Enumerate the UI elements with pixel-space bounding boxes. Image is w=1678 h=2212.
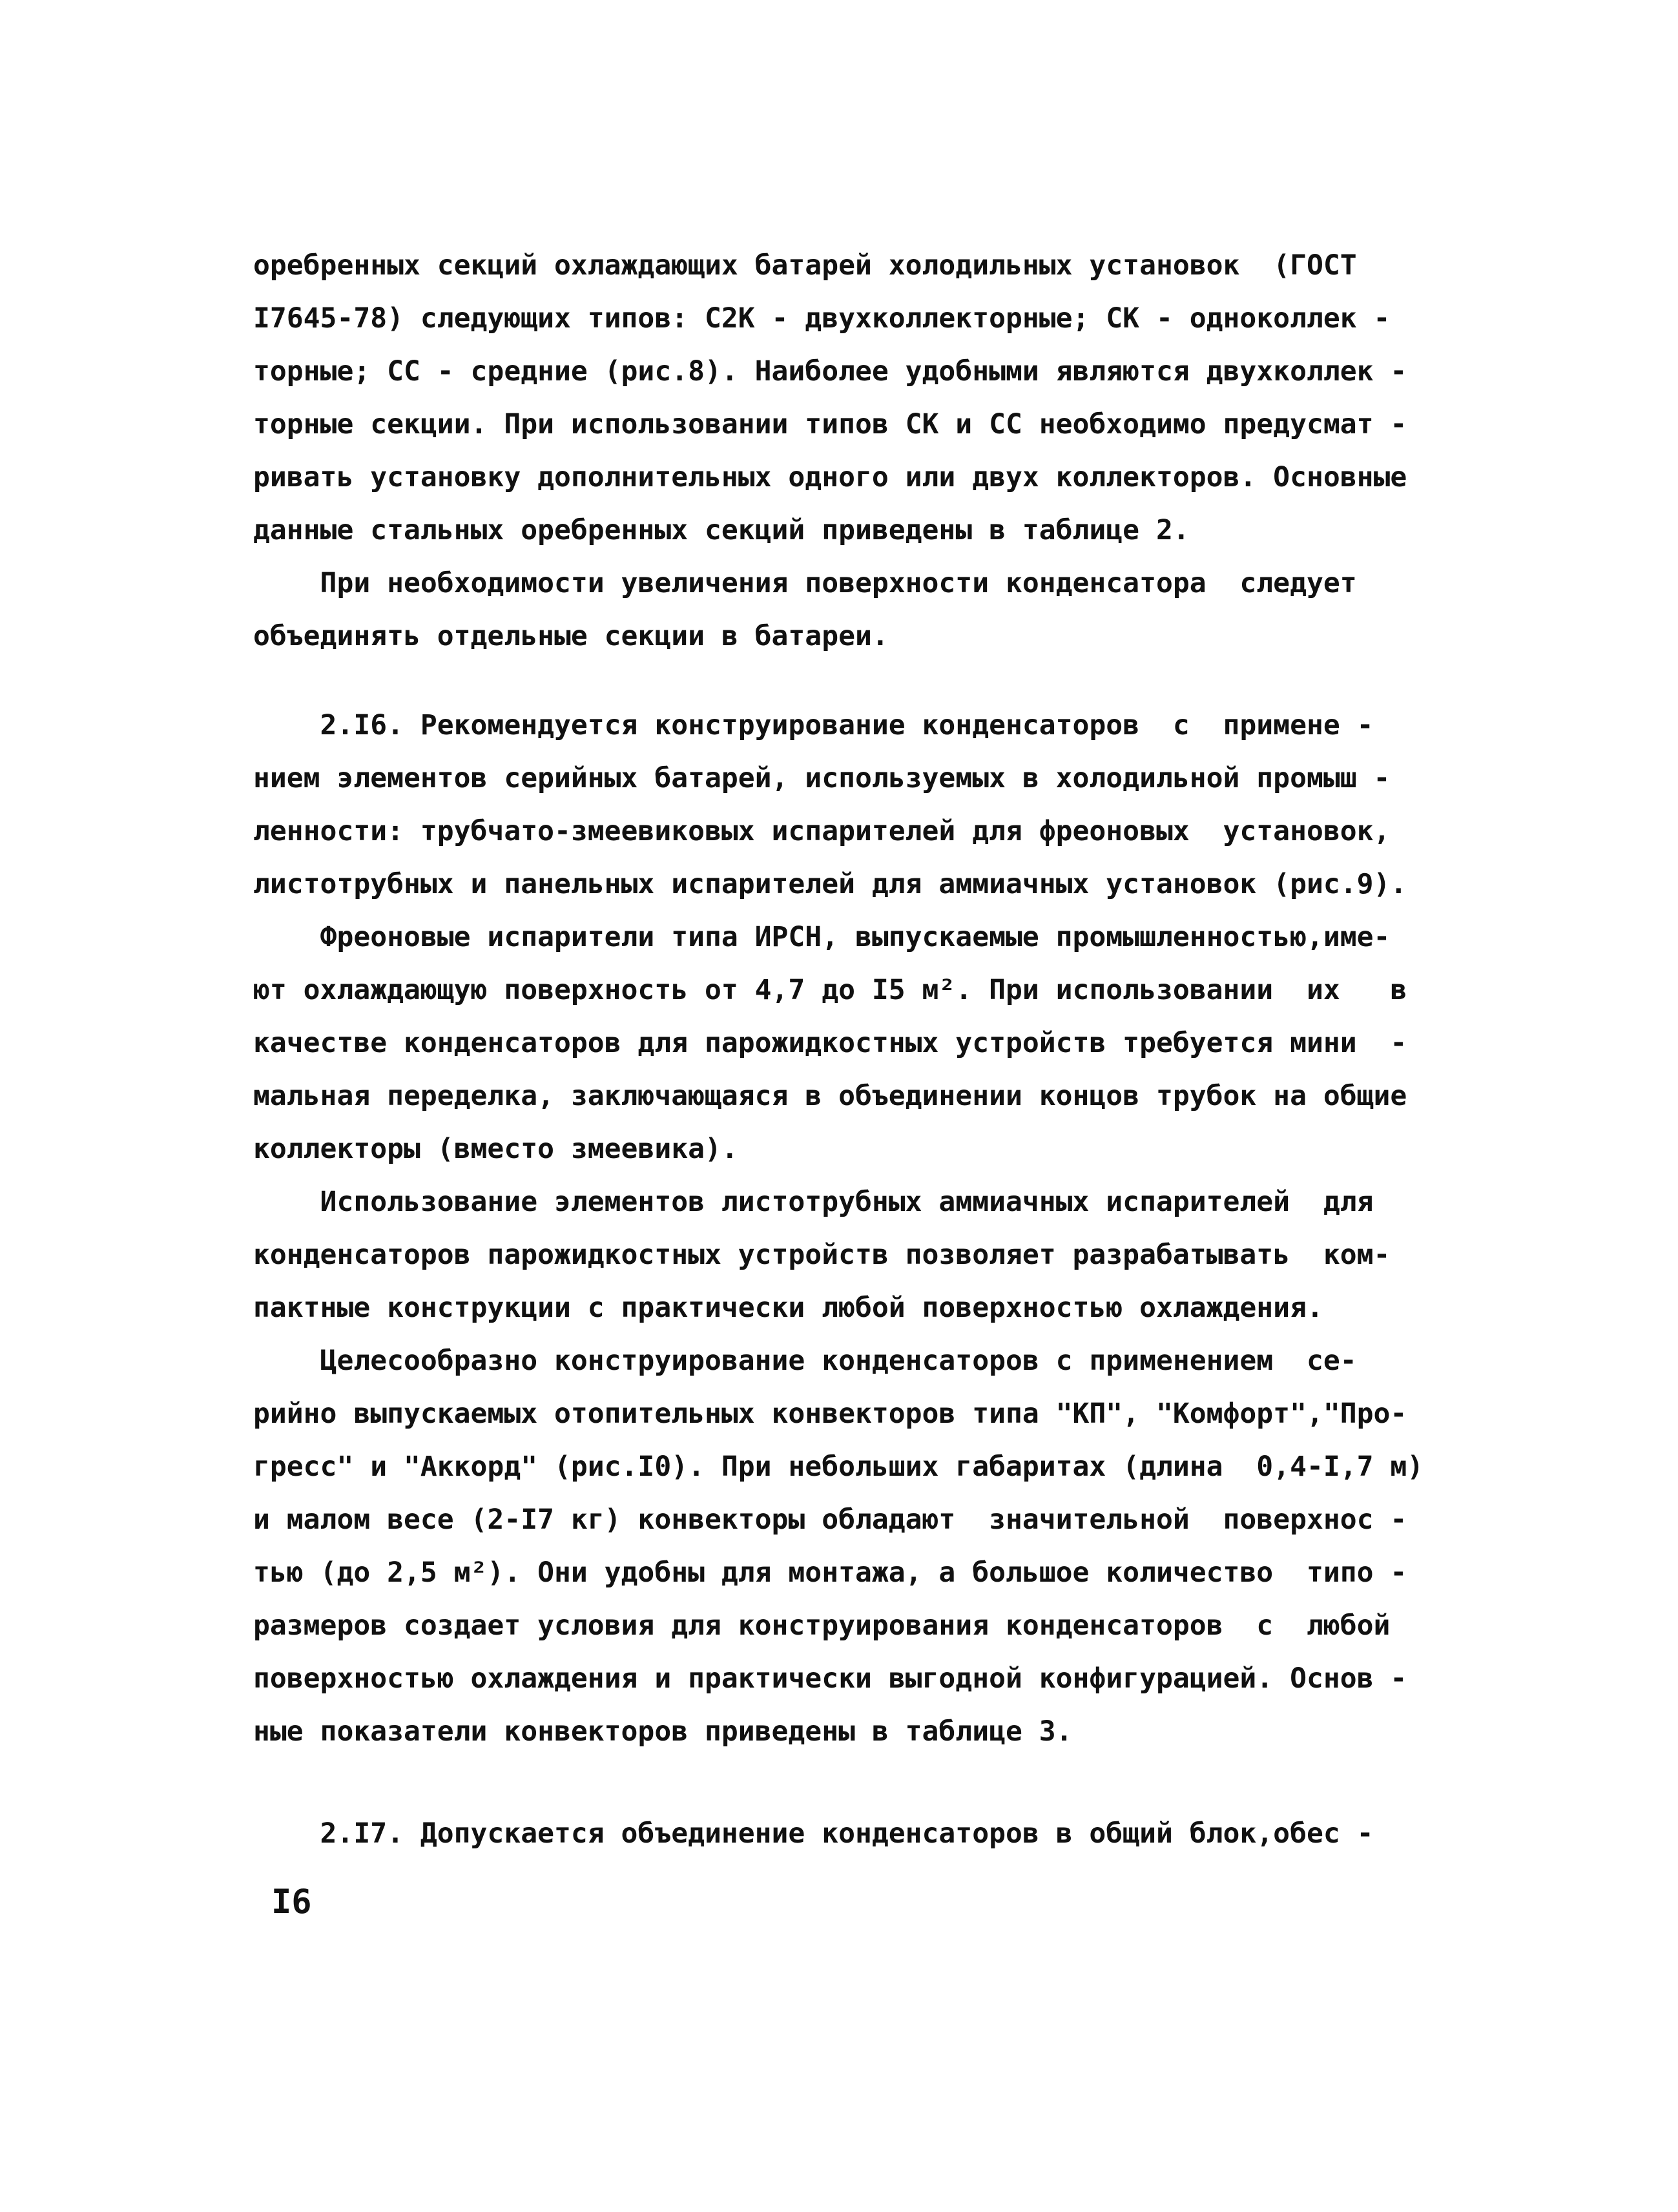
text-line: поверхностью охлаждения и практически выгодной конфигурацией. Основ - (253, 1662, 1407, 1695)
text-line: рийно выпускаемых отопительных конвекторов типа "КП", "Комфорт","Про- (253, 1398, 1407, 1430)
text-line: данные стальных оребренных секций приведены в таблице 2. (253, 514, 1190, 546)
paragraph-gap (253, 1758, 1409, 1807)
text-line: конденсаторов парожидкостных устройств позволяет разрабатывать ком- (253, 1239, 1391, 1271)
text-line: Целесообразно конструирование конденсаторов с применением се- (253, 1345, 1357, 1377)
text-line: объединять отдельные секции в батареи. (253, 620, 889, 652)
text-line: ные показатели конвекторов приведены в таблице 3. (253, 1715, 1073, 1748)
page-number: I6 (271, 1883, 312, 1921)
text-line: и малом весе (2-I7 кг) конвекторы обладают значительной поверхнос - (253, 1504, 1407, 1536)
text-line: ленности: трубчато-змеевиковых испарителей для фреоновых установок, (253, 815, 1391, 847)
text-line: 2.I7. Допускается объединение конденсаторов в общий блок,обес - (253, 1817, 1374, 1850)
text-line: пактные конструкции с практически любой поверхностью охлаждения. (253, 1292, 1323, 1324)
body-text (253, 239, 1424, 1860)
text-line: Использование элементов листотрубных аммиачных испарителей для (253, 1186, 1374, 1218)
text-line: тью (до 2,5 м²). Они удобны для монтажа, а большое количество типо - (253, 1556, 1407, 1589)
text-line: нием элементов серийных батарей, используемых в холодильной промыш - (253, 762, 1391, 794)
text-line: торные; СС - средние (рис.8). Наиболее удобными являются двухколлек - (253, 355, 1407, 388)
text-line: ривать установку дополнительных одного или двух коллекторов. Основные (253, 461, 1407, 493)
text-line: гресс" и "Аккорд" (рис.I0). При небольших габаритах (длина 0,4-I,7 м) (253, 1451, 1424, 1483)
paragraph-gap (253, 663, 1409, 699)
text-line: коллекторы (вместо змеевика). (253, 1133, 738, 1165)
text-line: оребренных секций охлаждающих батарей холодильных установок (ГОСТ (253, 249, 1357, 282)
text-line: торные секции. При использовании типов СК и СС необходимо предусмат - (253, 408, 1407, 440)
text-line: мальная переделка, заключающаяся в объединении концов трубок на общие (253, 1080, 1407, 1112)
text-line: качестве конденсаторов для парожидкостных устройств требуется мини - (253, 1027, 1407, 1059)
text-line: I7645-78) следующих типов: С2К - двухколлекторные; СК - одноколлек - (253, 302, 1391, 335)
text-line: ют охлаждающую поверхность от 4,7 до I5 м². При использовании их в (253, 974, 1407, 1006)
text-line: Фреоновые испарители типа ИРСН, выпускаемые промышленностью,име- (253, 921, 1391, 953)
text-line: листотрубных и панельных испарителей для аммиачных установок (рис.9). (253, 868, 1407, 900)
text-line: 2.I6. Рекомендуется конструирование конденсаторов с примене - (253, 709, 1374, 741)
text-line: размеров создает условия для конструирования конденсаторов с любой (253, 1609, 1391, 1642)
text-line: При необходимости увеличения поверхности конденсатора следует (253, 567, 1357, 599)
